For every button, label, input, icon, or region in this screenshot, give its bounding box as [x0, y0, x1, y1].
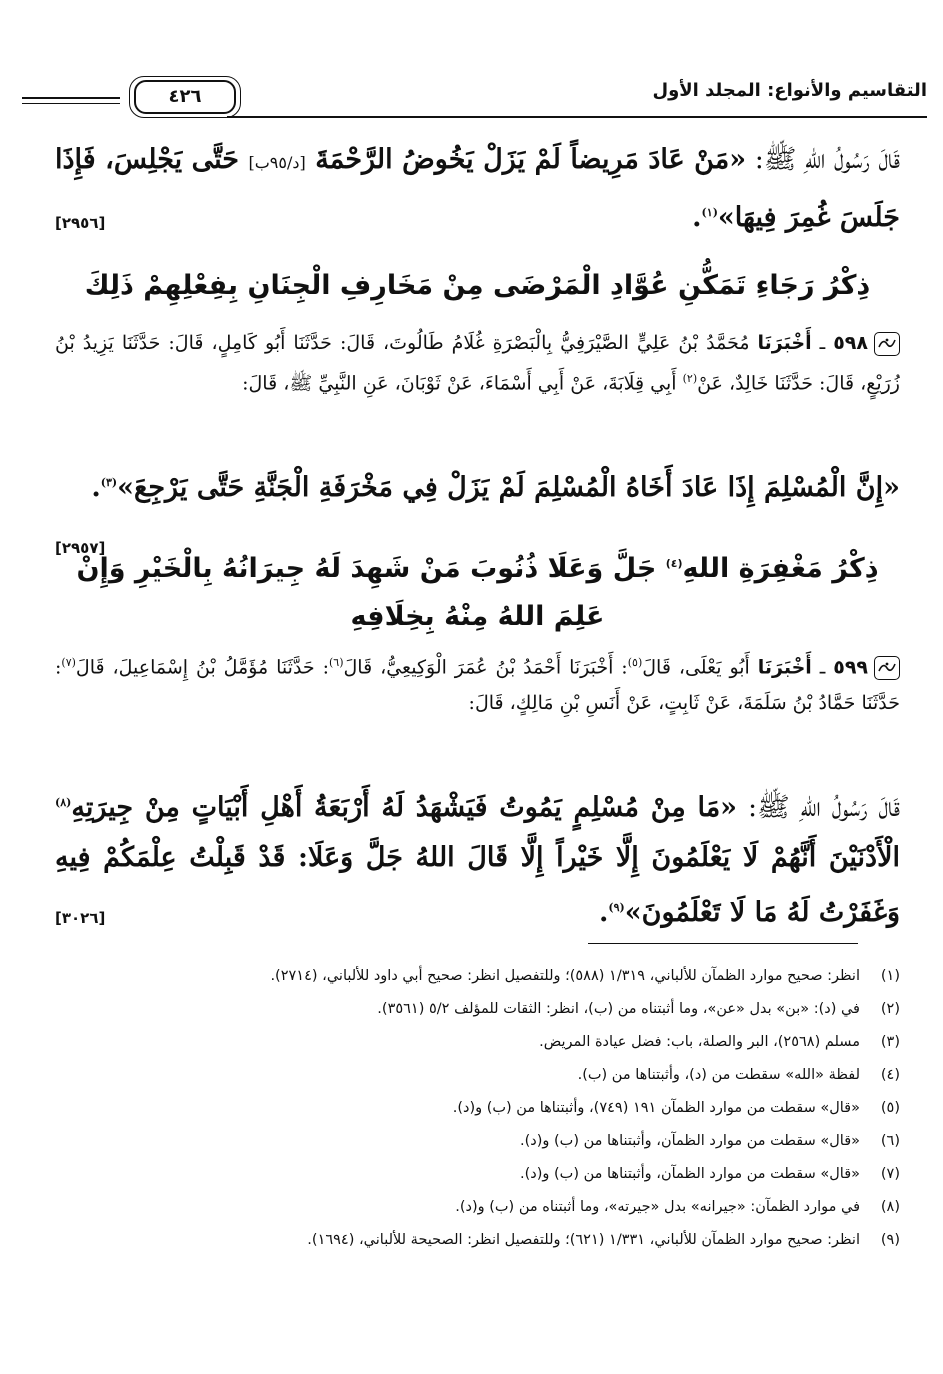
- hadith-marker-icon: [874, 332, 900, 356]
- footnote-ref: (٩): [608, 901, 625, 914]
- footnotes: [70, 960, 900, 1257]
- section-title: ذِكْرُ رَجَاءِ تَمَكُّنِ عُوَّادِ الْمَرْضَى مِنْ مَخَارِفِ الْجِنَانِ بِفِعْلِهِمْ ذَلِكَ: [84, 270, 871, 301]
- footnote-text: في موارد الظمآن: «جيرانه» بدل «جيرته»، وما أثبتناه من (ب) و(د).: [455, 1199, 860, 1215]
- isnad-part: : حَدَّثَنَا حَمَّادُ بْنُ سَلَمَةَ، عَنْ ثَابِتٍ، عَنْ أَنَسِ بْنِ مَالِكٍ، قَالَ:: [55, 656, 900, 715]
- footnote-number: (٩): [880, 1232, 900, 1248]
- footnote-text: انظر: صحيح موارد الظمآن للألباني، ١/٣١٩ (٥٨٨)؛ وللتفصيل انظر: صحيح أبي داود للألباني، (٢٧١٤).: [270, 968, 860, 984]
- footnote: [70, 1224, 900, 1257]
- akhbarana: أَخْبَرَنَا: [757, 656, 812, 679]
- akhbarana: أَخْبَرَنَا: [757, 332, 812, 354]
- isnad-part: أَبِي قِلَابَةَ، عَنْ أَبِي أَسْمَاءَ، عَنْ ثَوْبَانَ، عَنِ النَّبِيِّ ﷺ، قَالَ:: [242, 372, 683, 395]
- manuscript-note: [د/٩٥ب]: [248, 153, 306, 172]
- speaker: قَالَ رَسُولُ اللهِ ﷺ:: [746, 144, 901, 175]
- title-part: ذِكْرُ مَغْفِرَةِ اللهِ: [682, 553, 879, 584]
- footnote-text: «قال» سقطت من موارد الظمآن، وأثبتناها من (ب) و(د).: [520, 1133, 860, 1149]
- footnote-number: (٤): [880, 1067, 900, 1083]
- footnote-number: (٣): [880, 1034, 900, 1050]
- footnote-ref: (١): [701, 206, 718, 219]
- footnote-ref: (٢): [682, 372, 698, 385]
- hadith-reference: [٢٩٥٧]: [55, 539, 106, 557]
- header-rule: [227, 116, 927, 118]
- footnote-ref: (٣): [100, 476, 118, 489]
- footnote-number: (٦): [880, 1133, 900, 1149]
- header-rule-left: [22, 97, 120, 99]
- hadith-number: ٥٩٨: [833, 332, 868, 354]
- dash: ـ: [811, 656, 834, 679]
- footnote-text: لفظة «الله» سقطت من (د)، وأثبتناها من (ب).: [577, 1067, 860, 1083]
- header-rule-left-thin: [22, 103, 120, 104]
- footnote: [70, 1158, 900, 1191]
- footnote-ref: (٥): [627, 656, 643, 669]
- footnote: [70, 1059, 900, 1092]
- isnad-part: : أَخْبَرَنَا أَحْمَدُ بْنُ عُمَرَ الْوَكِيعِيُّ، قَالَ: [343, 656, 628, 679]
- hadith-598-isnad: [55, 325, 900, 401]
- matn-part: «مَا مِنْ مُسْلِمٍ يَمُوتُ فَيَشْهَدُ لَهُ أَرْبَعَةُ أَهْلِ أَبْيَاتٍ مِنْ جِيرَتِهِ: [71, 792, 738, 823]
- hadith-599-matn: [55, 778, 900, 943]
- punct: .: [91, 472, 101, 503]
- section-title: [55, 540, 900, 641]
- footnote-text: انظر: صحيح موارد الظمآن للألباني، ١/٣٣١ (٦٢١)؛ وللتفصيل انظر: الصحيحة للألباني، (١٦٩٤).: [307, 1232, 860, 1248]
- footnote-ref: (٦): [328, 656, 344, 669]
- footnote: [70, 1125, 900, 1158]
- footnote: [70, 993, 900, 1026]
- speaker: قَالَ رَسُولُ اللهِ ﷺ:: [737, 792, 900, 823]
- hadith-2956: [55, 135, 900, 248]
- hadith-reference: [٢٩٥٦]: [55, 214, 106, 232]
- footnote: [70, 1092, 900, 1125]
- footnote-number: (٨): [880, 1199, 900, 1215]
- hadith-number: ٥٩٩: [833, 656, 869, 679]
- footnote-separator: [588, 943, 858, 944]
- footnote-number: (٢): [880, 1001, 900, 1017]
- footnote-number: (٧): [880, 1166, 900, 1182]
- matn-part: حَتَّى يَجْلِسَ، فَإِذَا جَلَسَ غُمِرَ فِيهَا»: [55, 144, 900, 233]
- footnote-number: (٥): [880, 1100, 900, 1116]
- matn: «إِنَّ الْمُسْلِمَ إِذَا عَادَ أَخَاهُ الْمُسْلِمَ لَمْ يَزَلْ فِي مَخْرَفَةِ الْجَنَّةِ حَتَّى يَرْجِعَ»: [117, 472, 900, 503]
- footnote-number: (١): [880, 968, 900, 984]
- footnote: [70, 1191, 900, 1224]
- footnote-text: مسلم (٢٥٦٨)، البر والصلة، باب: فضل عيادة المريض.: [539, 1034, 860, 1050]
- punct: .: [598, 897, 609, 928]
- footnote-ref: (٤): [665, 557, 683, 570]
- punct: .: [692, 202, 702, 233]
- hadith-599-isnad: [55, 645, 900, 721]
- footnote-ref: (٧): [61, 656, 76, 669]
- isnad-part: : حَدَّثَنَا مُؤَمَّلُ بْنُ إِسْمَاعِيلَ، قَالَ: [75, 656, 329, 679]
- footnote: [70, 1026, 900, 1059]
- footnote: [70, 960, 900, 993]
- hadith-marker-icon: [874, 656, 900, 680]
- matn-part: الْأَدْنَيْنَ أَنَّهُمْ لَا يَعْلَمُونَ إِلَّا خَيْراً إِلَّا قَالَ اللهُ جَلَّ وَعَلَا: قَدْ قَبِلْتُ عِلْمَكُمْ فِيهِ وَغَفَرْتُ لَهُ مَا لَا تَعْلَمُونَ»: [55, 842, 900, 928]
- running-title: التقاسيم والأنواع: المجلد الأول: [652, 80, 927, 101]
- footnote-ref: (٨): [55, 796, 72, 809]
- dash: ـ: [811, 332, 834, 354]
- page-number: ٤٢٦: [134, 80, 236, 114]
- footnote-text: في (د): «بن» بدل «عن»، وما أثبتناه من (ب)، انظر: الثقات للمؤلف ٥/٢ (٣٥٦١).: [377, 1001, 860, 1017]
- title-part: جَلَّ وَعَلَا ذُنُوبَ مَنْ شَهِدَ لَهُ جِيرَانُهُ بِالْخَيْرِ وَإِنْ عَلِمَ اللهُ مِنْهُ بِخِلَافِهِ: [76, 553, 666, 632]
- isnad-part: مُحَمَّدُ بْنُ عَلِيٍّ الصَّيْرَفِيُّ بِالْبَصْرَةِ غُلَامُ طَالُوتَ، قَالَ: حَدَّثَنَا أَبُو كَامِلٍ، قَالَ: حَدَّثَنَا يَزِيدُ بْنُ زُرَيْعٍ، قَالَ: حَدَّثَنَا خَالِدٌ، عَنْ: [55, 332, 900, 395]
- hadith-reference: [٣٠٢٦]: [55, 909, 106, 927]
- isnad-part: أَبُو يَعْلَى، قَالَ: [642, 656, 758, 679]
- footnote-text: «قال» سقطت من موارد الظمآن، وأثبتناها من (ب) و(د).: [520, 1166, 860, 1182]
- footnote-text: «قال» سقطت من موارد الظمآن ١٩١ (٧٤٩)، وأثبتناها من (ب) و(د).: [452, 1100, 860, 1116]
- page-header: [22, 72, 927, 122]
- matn-part: «مَنْ عَادَ مَرِيضاً لَمْ يَزَلْ يَخُوضُ الرَّحْمَةَ: [305, 144, 747, 175]
